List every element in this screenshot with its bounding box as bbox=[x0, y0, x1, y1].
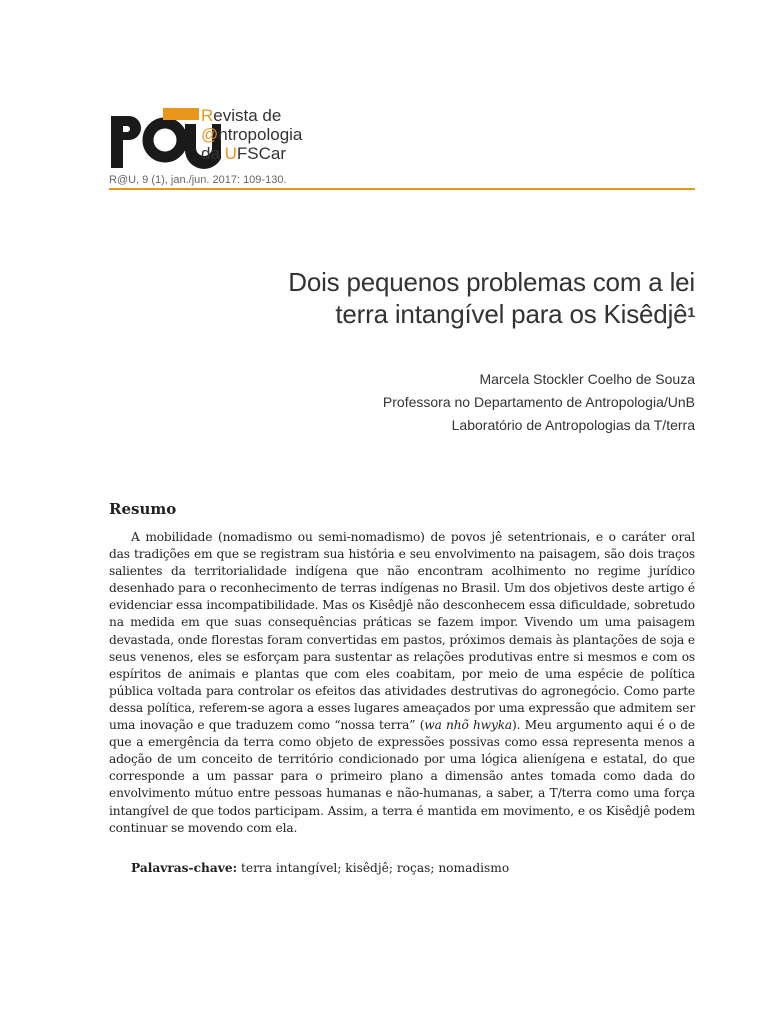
author-affiliation-1: Professora no Departamento de Antropologia/UnB bbox=[382, 394, 695, 410]
header-divider bbox=[109, 188, 695, 190]
abstract-body bbox=[109, 529, 695, 837]
logo-at-ring bbox=[148, 123, 182, 157]
logo-at-accent bbox=[163, 108, 199, 120]
keywords bbox=[131, 861, 509, 875]
journal-name bbox=[201, 106, 302, 163]
journal-name-line2: ntropologia bbox=[218, 125, 303, 144]
abstract-heading: Resumo bbox=[109, 500, 177, 518]
keywords-list: terra intangível; kisêdjê; roças; nomadismo bbox=[240, 861, 510, 875]
journal-name-initial-at: @ bbox=[201, 125, 219, 144]
author-name: Marcela Stockler Coelho de Souza bbox=[479, 371, 695, 387]
logo-letter-r bbox=[111, 116, 141, 168]
journal-citation: R@U, 9 (1), jan./jun. 2017: 109-130. bbox=[109, 174, 287, 186]
title-line2: terra intangível para os Kisêdjê bbox=[335, 299, 688, 329]
keywords-label: Palavras-chave: bbox=[131, 861, 238, 875]
title-line1: Dois pequenos problemas com a lei bbox=[288, 267, 695, 297]
abstract-text-2: ). Meu argumento aqui é o de que a emergência da terra como objeto de expressões possivas como essa representa menos a adoção de um conceito de território condicionado por uma lógica alienígena e estatal, do que corresponde a um passar para o primeiro plano a dimensão antes tomada como dada do envolvimento mútuo entre pessoas humanas e não-humanas, a saber, a T/terra como uma força intangível de que todos participam. Assim, a terra é mantida em movimento, e os Kisêdjê podem continuar se movendo com ela. bbox=[109, 718, 695, 835]
journal-name-initial-r: R bbox=[201, 106, 214, 125]
journal-name-line3: FSCar bbox=[236, 144, 287, 163]
journal-name-line1: evista de bbox=[213, 106, 282, 125]
abstract-text-1: A mobilidade (nomadismo ou semi-nomadismo) de povos jê setentrionais, e o caráter oral das tradições em que se registram sua história e seu envolvimento na paisagem, são dois traços salientes da territorialidade indígena que não encontram acolhimento no regime jurídico desenhado para o reconhecimento de terras indígenas no Brasil. Um dos objetivos deste artigo é evidenciar essa incompatibilidade. Mas os Kisêdjê não desconhecem essa dificuldade, sobretudo na medida em que suas consequências práticas se fazem impor. Vivendo um uma paisagem devastada, onde florestas foram convertidas em pastos, próximos demais às plantações de soja e seus venenos, eles se esforçam para sustentar as relações produtivas entre si mesmos e com os espíritos de animais e plantas que com eles coabitam, por meio de uma espécie de política pública voltada para controlar os efeitos das atividades destrutivas do agronegócio. Como parte dessa política, referem-se agora a esses lugares ameaçados por uma expressão que admitem ser uma inovação e que traduzem como “nossa terra” ( bbox=[109, 530, 695, 733]
author-block bbox=[383, 368, 695, 437]
journal-name-initial-u: U bbox=[224, 144, 237, 163]
title-footnote-marker[interactable]: 1 bbox=[687, 304, 695, 320]
article-title bbox=[288, 266, 695, 330]
abstract-italic-term: wa nhõ hwyka bbox=[424, 718, 513, 733]
journal-name-line3-pre: da bbox=[201, 144, 225, 163]
author-affiliation-2: Laboratório de Antropologias da T/terra bbox=[451, 417, 695, 433]
